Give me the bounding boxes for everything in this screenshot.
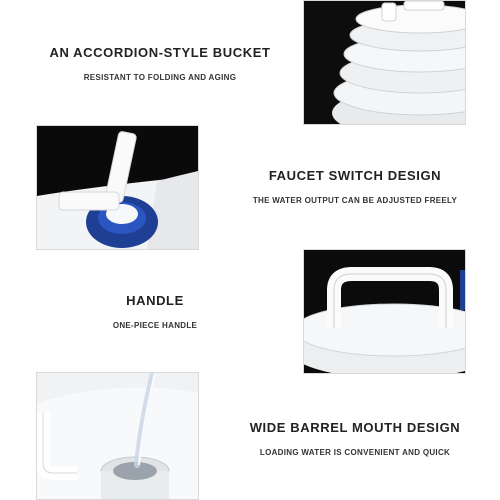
faucet-photo [36, 125, 199, 250]
feature-row-barrel-mouth [0, 372, 500, 500]
feature-subtitle: THE WATER OUTPUT CAN BE ADJUSTED FREELY [252, 196, 458, 205]
accordion-bucket-photo [303, 0, 466, 125]
handle-photo [303, 249, 466, 374]
barrel-mouth-photo [36, 372, 199, 500]
feature-caption [210, 420, 500, 457]
feature-caption [20, 293, 290, 330]
faucet-illustration [37, 126, 198, 249]
handle-illustration [304, 250, 465, 373]
feature-row-faucet [0, 124, 500, 248]
feature-title: FAUCET SWITCH DESIGN [268, 168, 442, 183]
feature-row-handle [0, 248, 500, 372]
feature-title: HANDLE [126, 293, 184, 308]
feature-subtitle: ONE-PIECE HANDLE [112, 321, 198, 330]
accordion-bucket-illustration [304, 1, 465, 124]
feature-title: AN ACCORDION-STYLE BUCKET [49, 45, 271, 60]
feature-caption [20, 45, 300, 82]
feature-row-accordion [0, 0, 500, 124]
feature-subtitle: LOADING WATER IS CONVENIENT AND QUICK [259, 448, 451, 457]
feature-subtitle: RESISTANT TO FOLDING AND AGING [83, 73, 237, 82]
feature-title: WIDE BARREL MOUTH DESIGN [249, 420, 461, 435]
feature-caption [210, 168, 500, 205]
barrel-mouth-illustration [37, 373, 198, 499]
